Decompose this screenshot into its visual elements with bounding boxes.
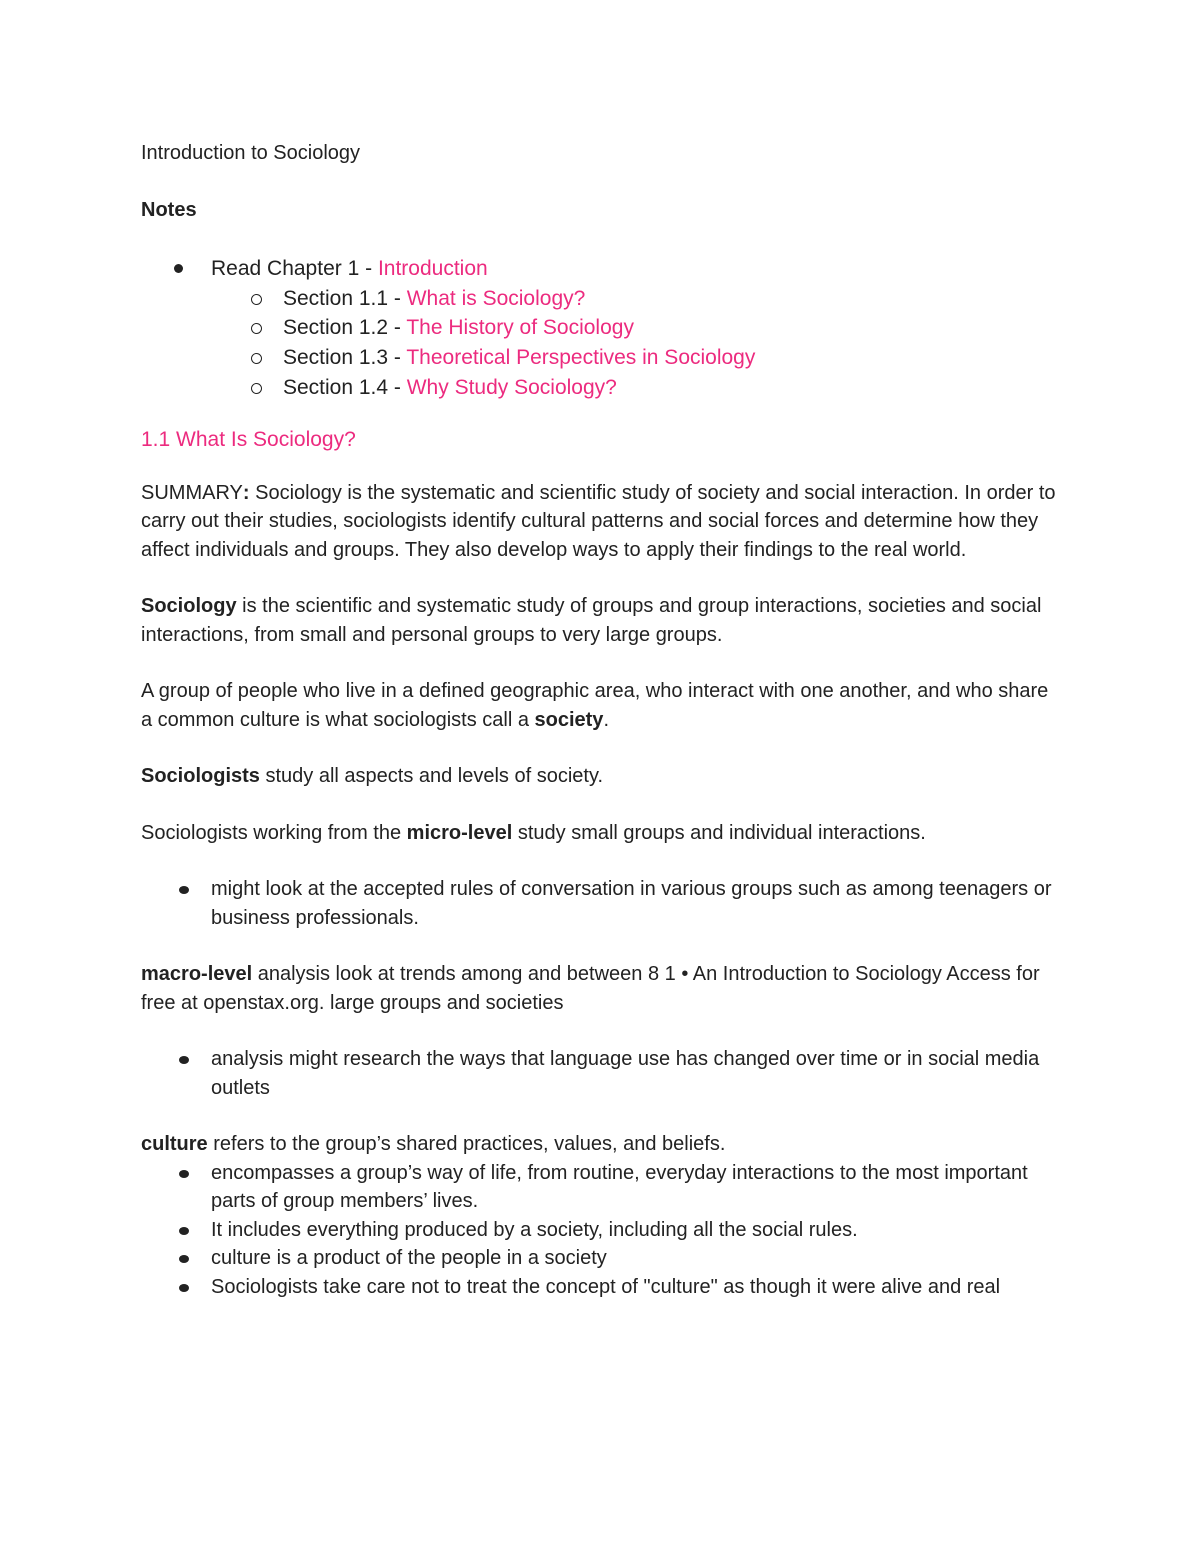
definition-text: study all aspects and levels of society.	[259, 765, 604, 788]
list-item	[211, 373, 1061, 403]
hollow-bullet-icon	[251, 353, 262, 364]
term-macro-level: macro-level	[141, 963, 253, 986]
bullet-icon	[179, 1056, 189, 1064]
chapter-link[interactable]: Introduction	[377, 257, 488, 280]
list-item-text: Sociologists take care not to treat the concept of "culture" as though it were alive and real	[211, 1275, 1001, 1298]
document-page	[141, 139, 1061, 1329]
section-link[interactable]: The History of Sociology	[406, 316, 634, 340]
micro-bullet-list	[141, 875, 1061, 932]
section-link[interactable]: What is Sociology?	[406, 286, 586, 310]
summary-text: Sociology is the systematic and scientific study of society and social interaction. In order to carry out their studies, sociologists identify cultural patterns and social forces and determine how they affect individuals and groups. They also develop ways to apply their findings to the real world.	[141, 481, 1056, 561]
section-list	[211, 284, 1061, 403]
macro-text: analysis look at trends among and between 8 1 • An Introduction to Sociology Access for free at openstax.org. large groups and societies	[141, 963, 1040, 1014]
notes-label: Notes	[141, 199, 197, 221]
section-prefix: Section 1.1 -	[283, 286, 407, 310]
bullet-icon	[179, 1227, 189, 1235]
list-item-text: encompasses a group’s way of life, from routine, everyday interactions to the most important parts of group members’ lives.	[211, 1161, 1028, 1213]
society-definition	[141, 677, 1061, 734]
bullet-icon	[179, 1170, 189, 1178]
list-item-text: culture is a product of the people in a society	[211, 1247, 607, 1270]
definition-text: A group of people who live in a defined geographic area, who interact with one another, and who share a common culture is what sociologists call a	[141, 680, 1049, 731]
reading-list	[141, 254, 1061, 403]
list-item-text: It includes everything produced by a society, including all the social rules.	[211, 1218, 858, 1241]
summary-colon: :	[242, 481, 250, 504]
hollow-bullet-icon	[251, 323, 262, 334]
definition-text: is the scientific and systematic study of groups and group interactions, societies and social interactions, from small and personal groups to very large groups.	[141, 595, 1042, 646]
list-item	[141, 1216, 1061, 1245]
summary-paragraph	[141, 479, 1061, 565]
section-link[interactable]: Why Study Sociology?	[406, 375, 617, 399]
list-item-text: might look at the accepted rules of conversation in various groups such as among teenagers or business professionals.	[211, 878, 1052, 929]
list-item	[141, 254, 1061, 403]
definition-end: .	[603, 708, 609, 731]
culture-paragraph	[141, 1130, 1061, 1159]
macro-bullet-list	[141, 1045, 1061, 1102]
term-society: society	[534, 708, 604, 731]
term-micro-level: micro-level	[406, 821, 513, 844]
bullet-icon	[179, 886, 189, 894]
list-item	[141, 1244, 1061, 1273]
micro-level-paragraph	[141, 819, 1061, 848]
hollow-bullet-icon	[251, 383, 262, 394]
list-item	[141, 1159, 1061, 1216]
bullet-icon	[174, 264, 183, 273]
sociology-definition	[141, 592, 1061, 649]
culture-text: refers to the group’s shared practices, values, and beliefs.	[207, 1133, 726, 1156]
section-prefix: Section 1.3 -	[283, 346, 407, 370]
term-culture: culture	[141, 1133, 208, 1156]
list-item	[141, 1273, 1061, 1302]
term-sociologists: Sociologists	[141, 765, 260, 788]
bullet-icon	[179, 1284, 189, 1292]
document-title: Introduction to Sociology	[141, 142, 361, 164]
section-prefix: Section 1.2 -	[283, 316, 407, 340]
list-item	[141, 1045, 1061, 1102]
section-heading: 1.1 What Is Sociology?	[141, 427, 356, 451]
list-item	[211, 343, 1061, 373]
list-item-text: analysis might research the ways that language use has changed over time or in social media outlets	[211, 1048, 1040, 1099]
micro-before: Sociologists working from the	[141, 821, 407, 844]
bullet-icon	[179, 1255, 189, 1263]
list-item	[141, 875, 1061, 932]
summary-label: SUMMARY	[141, 481, 243, 504]
list-item	[211, 284, 1061, 314]
macro-level-paragraph	[141, 960, 1061, 1017]
micro-after: study small groups and individual interactions.	[512, 821, 926, 844]
section-link[interactable]: Theoretical Perspectives in Sociology	[406, 346, 756, 370]
section-prefix: Section 1.4 -	[283, 375, 407, 399]
hollow-bullet-icon	[251, 294, 262, 305]
list-item	[211, 313, 1061, 343]
term-sociology: Sociology	[141, 595, 237, 618]
culture-bullet-list	[141, 1159, 1061, 1302]
reading-prefix: Read Chapter 1 -	[211, 257, 378, 280]
sociologists-definition	[141, 762, 1061, 791]
